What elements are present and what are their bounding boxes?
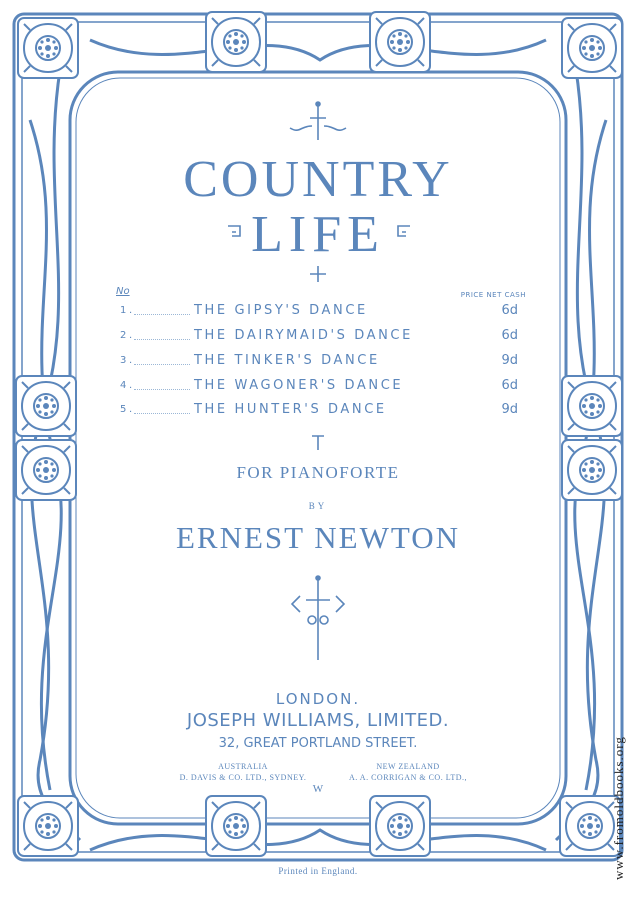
leader-dots	[134, 413, 190, 414]
piece-number: 5.	[120, 404, 135, 415]
printed-in-line: Printed in England.	[278, 866, 358, 876]
piece-price: 9d	[501, 402, 518, 417]
agent-newzealand-country: NEW ZEALAND	[376, 762, 440, 771]
list-item	[112, 353, 532, 373]
leader-dots	[134, 314, 190, 315]
agent-australia-name: D. DAVIS & CO. LTD., SYDNEY.	[179, 773, 307, 782]
piece-number: 2.	[120, 330, 135, 341]
piece-price: 9d	[501, 353, 518, 368]
piece-title: THE DAIRYMAID'S DANCE	[194, 328, 413, 343]
title-line-2: LIFE	[251, 206, 385, 263]
list-item	[112, 378, 532, 398]
leader-dots	[134, 339, 190, 340]
piece-price: 6d	[501, 378, 518, 393]
leader-dots	[134, 364, 190, 365]
contents-list	[112, 286, 532, 426]
publisher-name: JOSEPH WILLIAMS, LIMITED.	[186, 710, 450, 731]
agent-newzealand-name: A. A. CORRIGAN & CO. LTD.,	[348, 773, 468, 782]
title-line-1: COUNTRY	[183, 151, 453, 208]
publisher-address: 32, GREAT PORTLAND STREET.	[218, 736, 418, 751]
price-column-label: PRICE NET CASH	[460, 291, 526, 299]
piece-title: THE HUNTER'S DANCE	[194, 402, 387, 417]
site-watermark: www.fromoldbooks.org	[611, 736, 626, 880]
piece-title: THE TINKER'S DANCE	[194, 353, 380, 368]
instrument-line: FOR PIANOFORTE	[236, 463, 400, 482]
leader-dots	[134, 389, 190, 390]
composer-name: ERNEST NEWTON	[175, 520, 461, 555]
list-item	[112, 328, 532, 348]
imprint-city: LONDON.	[275, 690, 361, 708]
piece-title: THE GIPSY'S DANCE	[194, 303, 368, 318]
piece-price: 6d	[501, 328, 518, 343]
piece-number: 1.	[120, 305, 135, 316]
number-column-label: No	[116, 286, 130, 297]
publisher-mark: W	[312, 783, 324, 795]
list-item	[112, 303, 532, 323]
piece-title: THE WAGONER'S DANCE	[194, 378, 404, 393]
piece-number: 3.	[120, 355, 135, 366]
piece-price: 6d	[501, 303, 518, 318]
by-line: BY	[308, 501, 328, 511]
agent-australia-country: AUSTRALIA	[218, 762, 268, 771]
list-item	[112, 402, 532, 422]
piece-number: 4.	[120, 380, 135, 391]
